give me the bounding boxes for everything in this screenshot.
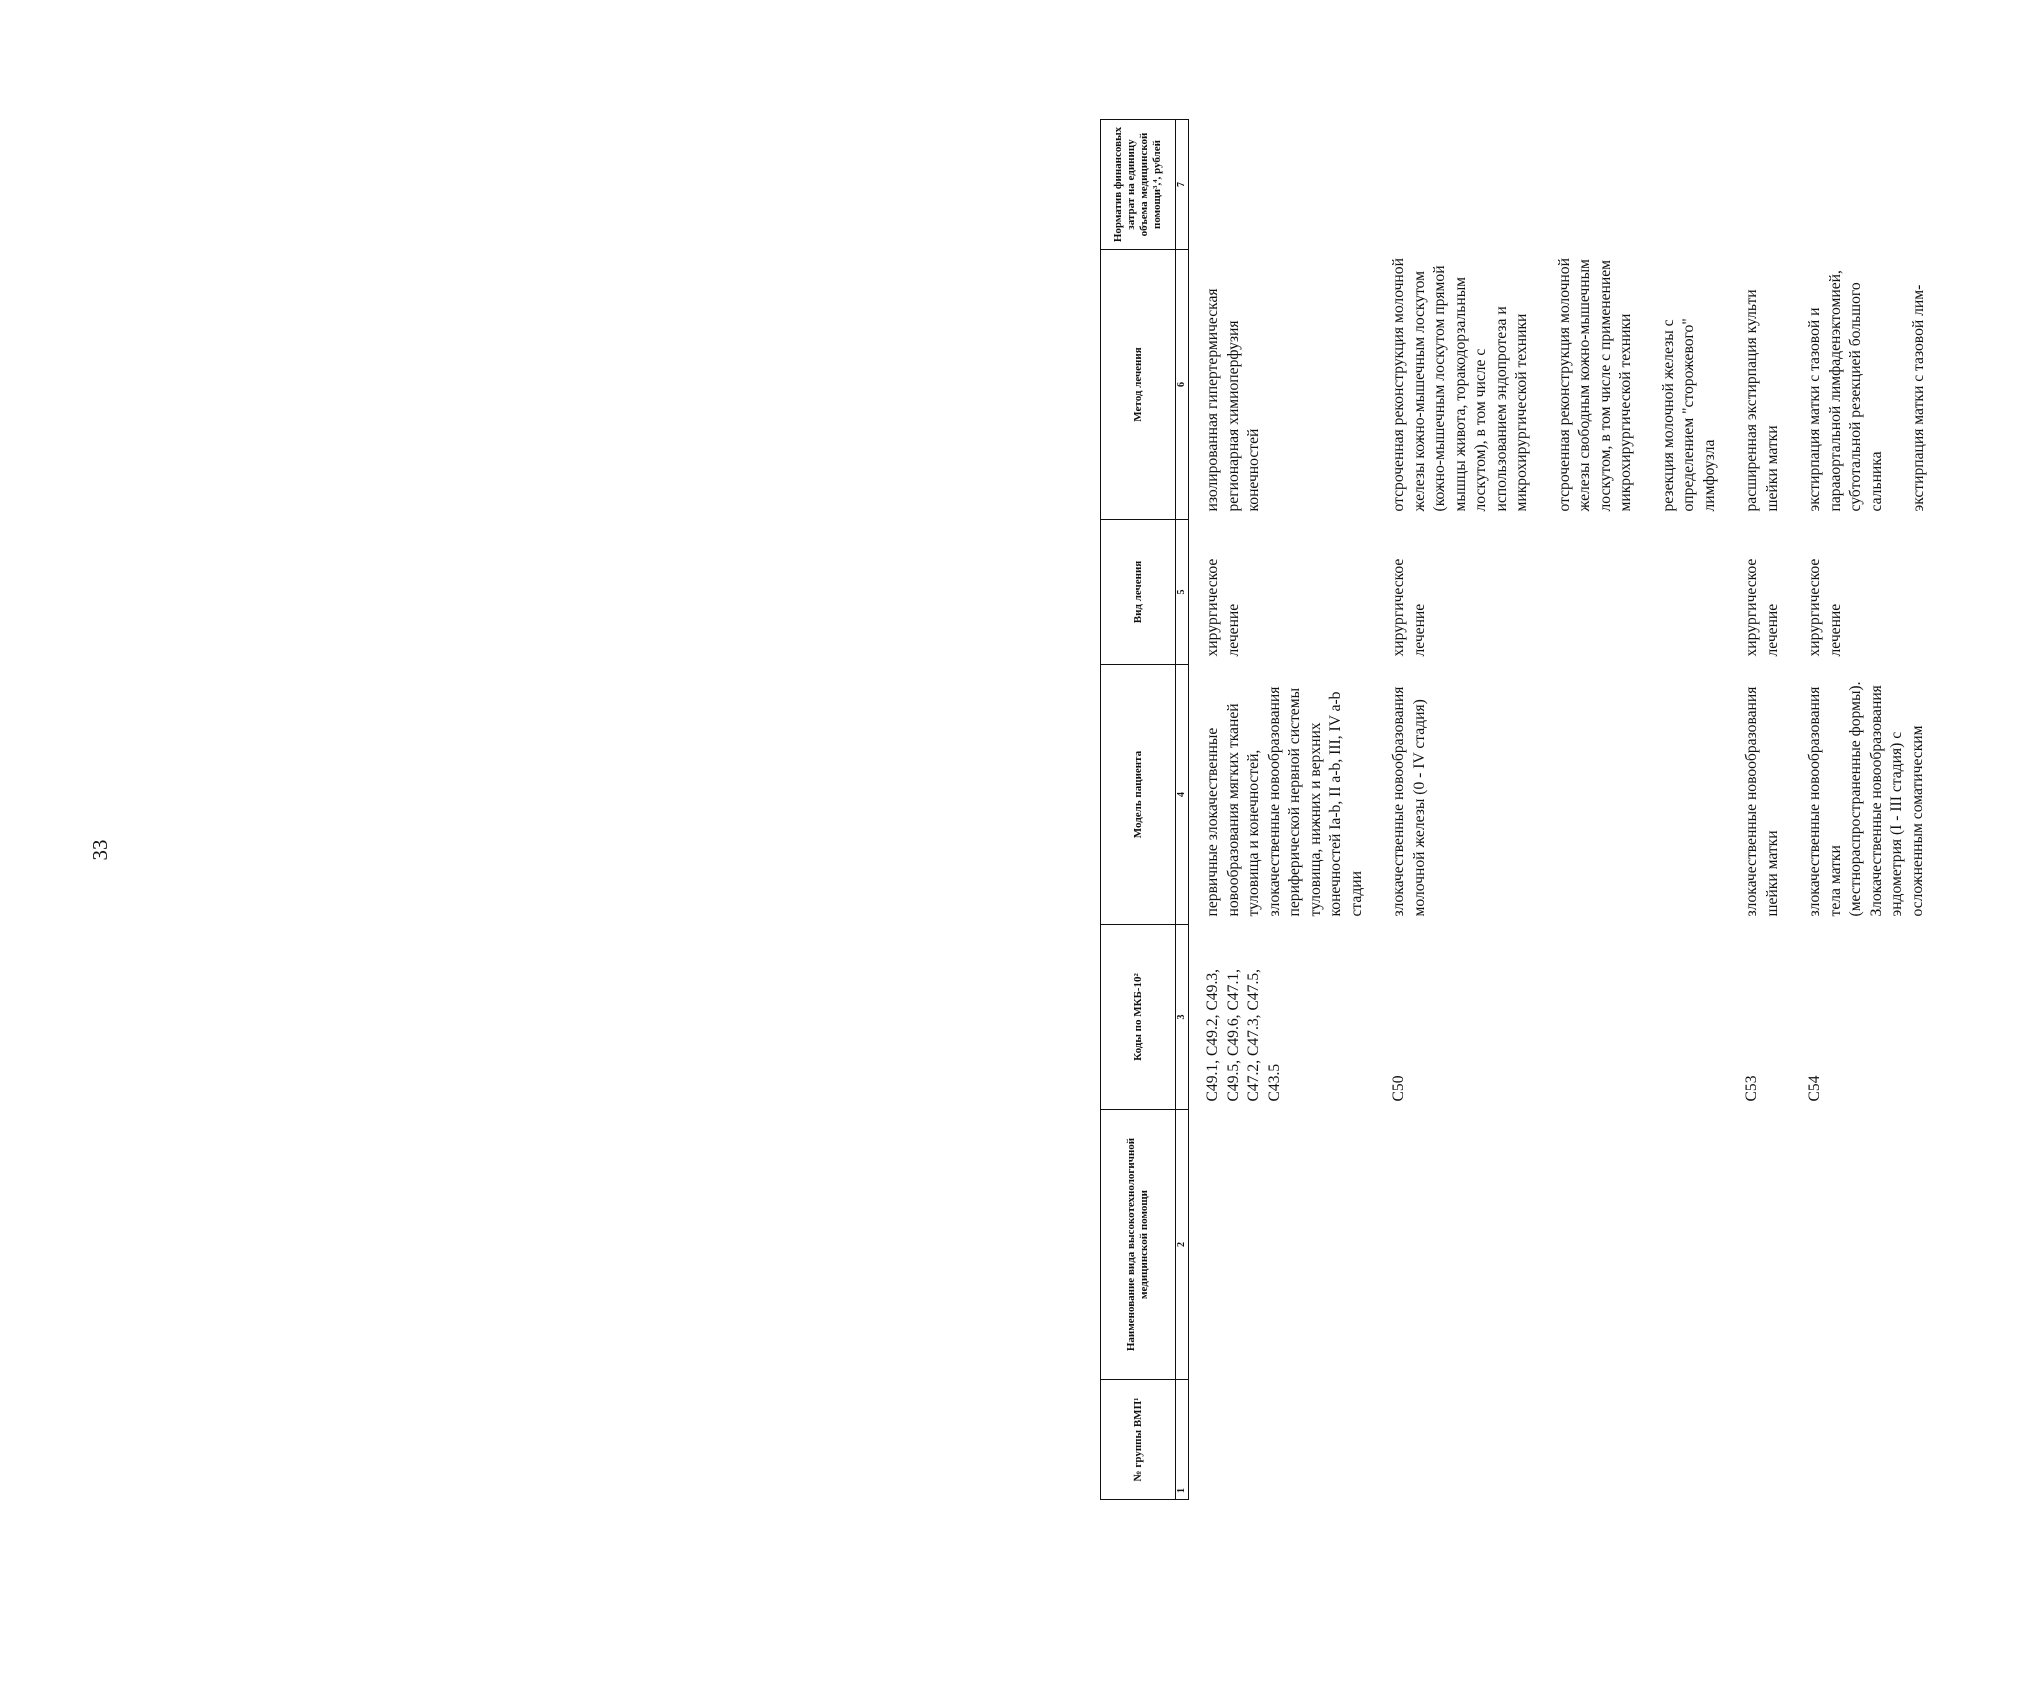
- treatment-method-cell: [1783, 250, 1930, 520]
- treatment-method-cell: [1367, 250, 1720, 520]
- cost-norm-cell: [1720, 120, 1783, 250]
- column-number: 5: [1176, 520, 1189, 665]
- treatment-method: отсроченная реконструкция молочной железы кожно-мышечным лоскутом (кожно-мышечным лоскутом прямой мышцы живота, торакодорзальным лоскутом), в том числе с использованием эндопротеза и микрохирургической техники: [1390, 258, 1530, 512]
- treatment-type-cell: хирургическое лечение: [1390, 558, 1428, 657]
- header-treatment-type: Вид лечения: [1101, 520, 1176, 665]
- page-number: 33: [88, 839, 112, 861]
- cost-norm-cell: [1367, 120, 1720, 250]
- treatment-method: расширенная экстирпация культи шейки матки: [1743, 289, 1781, 512]
- treatment-method: экстирпация матки с тазовой лим-: [1910, 284, 1927, 512]
- header-patient-model: Модель пациента: [1101, 665, 1176, 925]
- treatment-method: отсроченная реконструкция молочной железы свободным кожно-мышечным лоскутом, в том числе с применением микрохирургической техники: [1555, 258, 1634, 512]
- vmp-name-cell: [1783, 1110, 1930, 1380]
- icd-codes-cell: C53: [1743, 1075, 1760, 1102]
- treatment-type-cell: хирургическое лечение: [1204, 558, 1242, 657]
- treatment-type-cell: хирургическое лечение: [1806, 558, 1844, 657]
- group-number-cell: [1783, 1380, 1930, 1500]
- icd-codes-cell: C54: [1806, 1075, 1823, 1102]
- vmp-name-cell: [1189, 1110, 1368, 1380]
- vmp-name-cell: [1720, 1110, 1783, 1380]
- table-row: [1189, 120, 1368, 1500]
- header-treatment-method: Метод лечения: [1101, 250, 1176, 520]
- treatment-method: изолированная гипертермическая регионарная химиоперфузия конечностей: [1204, 288, 1262, 512]
- header-group-number: № группы ВМП¹: [1101, 1380, 1176, 1500]
- column-number: 1: [1176, 1380, 1189, 1500]
- column-number: 3: [1176, 925, 1189, 1110]
- table-row: [1367, 120, 1720, 1500]
- group-number-cell: [1367, 1380, 1720, 1500]
- treatment-method-cell: [1189, 250, 1368, 520]
- group-number-cell: [1189, 1380, 1368, 1500]
- column-number: 7: [1176, 120, 1189, 250]
- group-number-cell: [1720, 1380, 1783, 1500]
- header-icd-codes: Коды по МКБ-10²: [1101, 925, 1176, 1110]
- table-row: [1783, 120, 1930, 1500]
- header-cost-norm: Норматив финансовых затрат на единицу объема медицинской помощи³,⁴, рублей: [1101, 120, 1176, 250]
- icd-codes-cell: C49.1, C49.2, C49.3, C49.5, C49.6, C47.1, C47.2, C47.3, C47.5, C43.5: [1204, 968, 1283, 1102]
- vmp-name-cell: [1367, 1110, 1720, 1380]
- table-row: [1720, 120, 1783, 1500]
- treatment-method-cell: [1720, 250, 1783, 520]
- icd-codes-cell: C50: [1390, 1075, 1407, 1102]
- vmp-table: [1100, 119, 1930, 1500]
- column-number: 6: [1176, 250, 1189, 520]
- cost-norm-cell: [1189, 120, 1368, 250]
- treatment-method: резекция молочной железы с определением "сторожевого" лимфоузла: [1659, 318, 1718, 512]
- treatment-type-cell: хирургическое лечение: [1743, 558, 1781, 657]
- patient-model-cell: злокачественные новообразования шейки матки: [1743, 686, 1781, 917]
- header-vmp-name: Наименование вида высокотехнологичной медицинской помощи: [1101, 1110, 1176, 1380]
- cost-norm-cell: [1783, 120, 1930, 250]
- patient-model-cell: злокачественные новообразования тела матки (местнораспространенные формы). Злокачественные новообразования эндометрия (I - III стадия) с осложненным соматическим: [1806, 681, 1926, 917]
- rotated-page: [1100, 120, 2030, 1500]
- column-number: 4: [1176, 665, 1189, 925]
- patient-model-cell: первичные злокачественные новообразования мягких тканей туловища и конечностей, злокачественные новообразования периферической нервной системы туловища, нижних и верхних конечностей Ia-b, II a-b, III, IV a-b стадии: [1204, 686, 1365, 917]
- patient-model-cell: злокачественные новообразования молочной железы (0 - IV стадия): [1390, 686, 1428, 917]
- column-number: 2: [1176, 1110, 1189, 1380]
- treatment-method: экстирпация матки с тазовой и парааортальной лимфаденэктомией, субтотальной резекцией большого сальника: [1806, 270, 1885, 512]
